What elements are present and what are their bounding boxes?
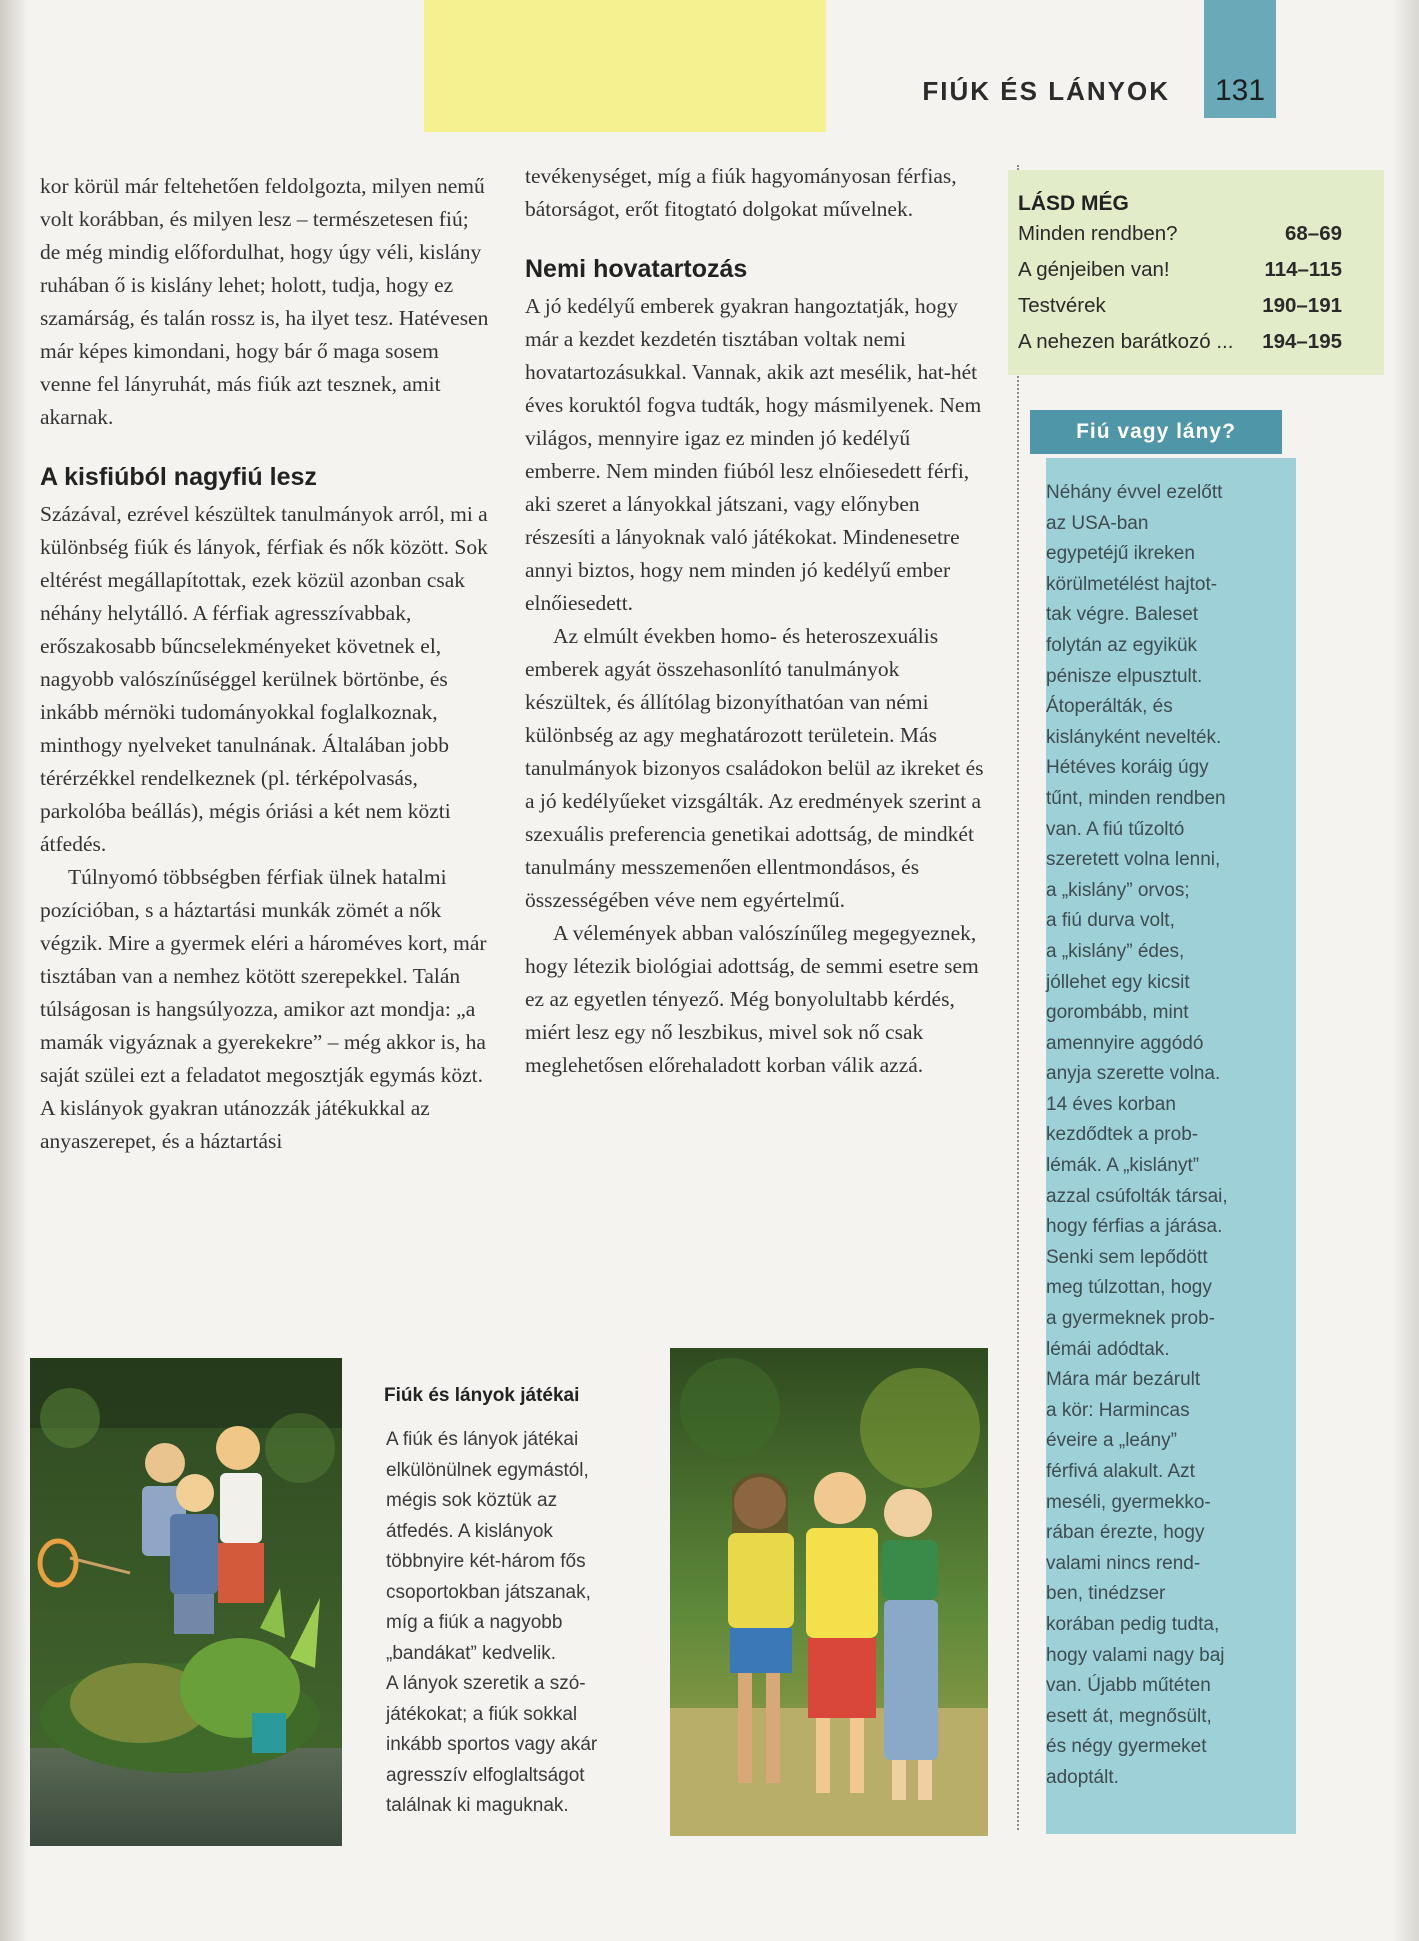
see-also-pages: 68–69: [1284, 222, 1342, 245]
sidebar-line: hogy valami nagy baj: [1046, 1644, 1225, 1666]
sidebar-line: a „kislány” orvos;: [1046, 879, 1190, 901]
see-also-item[interactable]: [1018, 330, 1342, 354]
yellow-header-tab: [424, 0, 826, 132]
sidebar-line: azzal csúfolták társai,: [1046, 1185, 1228, 1207]
paragraph: Túlnyomó többségben férfiak ülnek hatalmi pozícióban, s a háztartási munkák zömét a nők végzik. Mire a gyermek eléri a hároméves kort, már tisztában van a nemhez kötött szerepekkel. Talán túlságosan is hangsúlyozza, amikor azt mondja: „a mamák vigyáznak a gyerekekre” – még akkor is, ha saját szülei ezt a feladatot megosztják egymás közt. A kislányok gyakran utánozzák játékukkal az anyaszerepet, és a háztartási: [40, 865, 487, 1153]
see-also-label: Minden rendben?: [1018, 222, 1178, 245]
sidebar-line: adoptált.: [1046, 1766, 1119, 1788]
sidebar-line: van. Újabb műtéten: [1046, 1675, 1211, 1697]
paragraph: Az elmúlt években homo- és heteroszexuális emberek agyát összehasonlító tanulmányok készültek, és állítólag bizonyíthatóan van némi különbség az agy meghatározott területein. Más tanulmányok bizonyos családokon belül az ikreket és a jó kedélyűeket vizsgálták. Az eredmények szerint a szexuális preferencia genetikai adottság, de mindkét tanulmány messzemenően ellentmondásos, és összességében véve nem egyértelmű.: [525, 624, 984, 912]
caption-line: csoportokban játszanak,: [386, 1581, 591, 1603]
sidebar-line: folytán az egyikük: [1046, 634, 1198, 656]
sidebar-line: van. A fiú tűzoltó: [1046, 818, 1185, 840]
photo-three-girls: [670, 1348, 988, 1836]
running-header: FIÚK ÉS LÁNYOK: [922, 76, 1170, 106]
caption-line: többnyire két-három fős: [386, 1551, 586, 1572]
sidebar-line: a „kislány” édes,: [1046, 940, 1185, 962]
caption-line: A lányok szeretik a szó-: [386, 1673, 586, 1694]
sidebar-line: Hétéves koráig úgy: [1046, 757, 1209, 779]
sidebar-line: tak végre. Baleset: [1046, 604, 1199, 626]
sidebar-line: és négy gyermeket: [1046, 1736, 1207, 1758]
see-also-pages: 114–115: [1264, 258, 1342, 281]
caption-line: agresszív elfoglaltságot: [386, 1764, 585, 1786]
sidebar-line: egypetéjű ikreken: [1046, 543, 1195, 565]
sidebar-title: Fiú vagy lány?: [1076, 420, 1236, 443]
sidebar-line: férfivá alakult. Azt: [1046, 1461, 1195, 1482]
sidebar-line: az USA-ban: [1046, 512, 1149, 534]
sidebar-line: Átoperálták, és: [1046, 696, 1173, 718]
see-also-item[interactable]: [1018, 258, 1342, 282]
caption-line: játékokat; a fiúk sokkal: [386, 1703, 578, 1725]
page-edge-shadow: [1392, 0, 1419, 1941]
caption-line: elkülönülnek egymástól,: [386, 1459, 589, 1481]
page-number: 131: [1214, 74, 1266, 107]
caption-line: A fiúk és lányok játékai: [386, 1429, 579, 1450]
photo-three-girls-image: [670, 1348, 988, 1836]
caption-line: „bandákat” kedvelik.: [386, 1642, 557, 1664]
text-column-left: [40, 170, 490, 1158]
sidebar-line: körülmetélést hajtot-: [1046, 573, 1218, 595]
sidebar-line: ben, tinédzser: [1046, 1583, 1166, 1605]
section-heading: Nemi hovatartozás: [525, 255, 748, 283]
sidebar-line: Mára már bezárult: [1046, 1369, 1201, 1391]
sidebar-line: meséli, gyermekko-: [1046, 1491, 1211, 1513]
sidebar-line: hogy férfias a járása.: [1046, 1216, 1223, 1238]
paragraph: A vélemények abban valószínűleg megegyeznek, hogy létezik biológiai adottság, de semmi esetre sem ez az egyetlen tényező. Még bonyolultabb kérdés, miért lesz egy nő leszbikus, mivel sok nő csak meglehetősen előrehaladott korban válik azzá.: [525, 921, 979, 1077]
paragraph: tevékenységet, míg a fiúk hagyományosan férfias, bátorságot, erőt fitogtató dolgokat művelnek.: [525, 164, 957, 221]
sidebar-line: tűnt, minden rendben: [1046, 787, 1226, 809]
sidebar-line: éveire a „leány”: [1046, 1430, 1177, 1452]
sidebar-line: a kör: Harmincas: [1046, 1399, 1190, 1421]
caption-line: mégis sok köztük az: [386, 1490, 558, 1511]
sidebar-line: kislányként nevelték.: [1046, 726, 1222, 748]
page-gutter-shadow: [0, 0, 28, 1941]
see-also-label: Testvérek: [1018, 294, 1106, 317]
sidebar-line: kezdődtek a prob-: [1046, 1124, 1199, 1146]
sidebar-line: lémák. A „kislányt”: [1046, 1155, 1200, 1177]
sidebar-text: [1046, 478, 1274, 1794]
see-also-box: [1008, 170, 1384, 375]
column-divider: [1017, 165, 1019, 1830]
paragraph: A jó kedélyű emberek gyakran hangoztatják, hogy már a kezdet kezdetén tisztában voltak nemi hovatartozásukkal. Vannak, akik azt mesélik, hat-hét éves koruktól fogva tudták, hogy másmilyenek. Nem világos, mennyire igaz ez minden jó kedélyű emberre. Nem minden fiúból lesz elnőiesedett férfi, aki szeret a lányokkal játszani, vagy előnyben részesíti a lányoknak való játékokat. Mindenesetre annyi biztos, hogy nem minden jó kedélyű ember elnőiesedett.: [525, 294, 982, 615]
see-also-label: A nehezen barátkozó ...: [1018, 330, 1234, 353]
see-also-item[interactable]: [1018, 294, 1342, 318]
see-also-item[interactable]: [1018, 222, 1342, 246]
sidebar-line: rában érezte, hogy: [1046, 1522, 1205, 1544]
sidebar-line: szeretett volna lenni,: [1046, 849, 1221, 871]
sidebar-line: amennyire aggódó: [1046, 1032, 1204, 1054]
see-also-title: LÁSD MÉG: [1018, 192, 1129, 215]
paragraph: kor körül már feltehetően feldolgozta, milyen nemű volt korábban, és milyen lesz – természetesen fiú; de még mindig előfordulhat, hogy úgy véli, kislány ruhában ő is kislány lehet; holott, tudja, hogy ez szamárság, és talán rossz is, ha ilyet tesz. Hatévesen már képes kimondani, hogy bár ő maga sosem venne fel lányruhát, más fiúk azt tesznek, amit akarnak.: [40, 174, 489, 429]
sidebar-line: korában pedig tudta,: [1046, 1613, 1220, 1635]
sidebar-line: a fiú durva volt,: [1046, 910, 1175, 932]
text-column-middle: [525, 160, 985, 1082]
see-also-label: A génjeiben van!: [1018, 258, 1170, 281]
sidebar-line: pénisze elpusztult.: [1046, 665, 1203, 687]
see-also-pages: 190–191: [1262, 294, 1342, 317]
sidebar-line: Senki sem lepődött: [1046, 1246, 1208, 1268]
paragraph: Százával, ezrével készültek tanulmányok arról, mi a különbség fiúk és lányok, férfiak és nők között. Sok eltérést megállapítottak, ezek közül azonban csak néhány helytálló. A férfiak agresszívabbak, erőszakosabb bűncselekményeket követnek el, nagyobb valószínűséggel kerülnek börtönbe, és inkább mérnöki tudományokkal foglalkoznak, minthogy nyelveket tanulnának. Általában jobb térérzékkel rendelkeznek (pl. térképolvasás, parkolóba beállás), mégis óriási a két nem közti átfedés.: [40, 502, 488, 856]
photo-boys-at-pond-image: [30, 1358, 342, 1846]
caption-text: [386, 1425, 656, 1822]
sidebar-line: a gyermeknek prob-: [1046, 1308, 1215, 1330]
sidebar-line: 14 éves korban: [1046, 1093, 1176, 1115]
caption-line: inkább sportos vagy akár: [386, 1734, 598, 1755]
caption-line: találnak ki maguknak.: [386, 1795, 569, 1816]
caption-line: átfedés. A kislányok: [386, 1520, 553, 1542]
sidebar-line: gorombább, mint: [1046, 1002, 1189, 1024]
section-heading: A kisfiúból nagyfiú lesz: [40, 463, 317, 491]
photo-boys-at-pond: [30, 1358, 342, 1846]
sidebar-line: meg túlzottan, hogy: [1046, 1277, 1212, 1299]
sidebar-line: lémái adódtak.: [1046, 1338, 1170, 1360]
caption-title: Fiúk és lányok játékai: [384, 1385, 580, 1406]
sidebar-line: anyja szerette volna.: [1046, 1063, 1221, 1085]
sidebar-line: jóllehet egy kicsit: [1046, 971, 1190, 993]
sidebar-line: valami nincs rend-: [1046, 1552, 1201, 1574]
see-also-pages: 194–195: [1262, 330, 1342, 353]
sidebar-line: esett át, megnősült,: [1046, 1705, 1212, 1727]
sidebar-line: Néhány évvel ezelőtt: [1046, 482, 1223, 503]
caption-line: míg a fiúk a nagyobb: [386, 1612, 563, 1633]
